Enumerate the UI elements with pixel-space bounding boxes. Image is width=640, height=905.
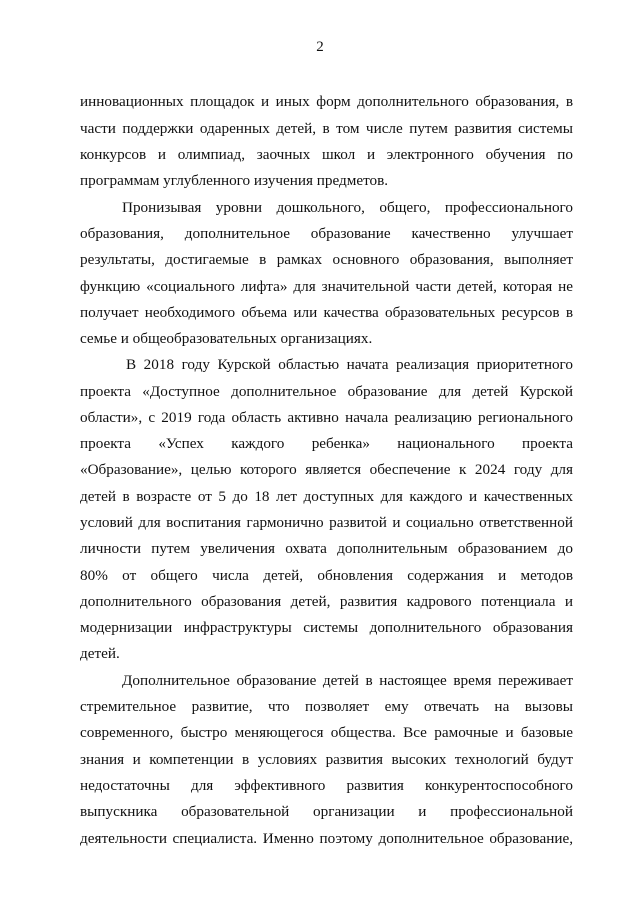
paragraph-1-line-1: инновационных площадок и иных форм дополнительного образования, в	[80, 93, 573, 110]
paragraph-3-line-1: В 2018 году Курской областью начата реализация приоритетного	[126, 356, 573, 373]
paragraph-4-line-4: знания и компетенции в условиях развития высоких технологий будут	[80, 751, 573, 768]
paragraph-4-line-7: деятельности специалиста. Именно поэтому дополнительное образование,	[80, 830, 573, 847]
paragraph-4-line-5: недостаточны для эффективного развития конкурентоспособного	[80, 777, 573, 794]
paragraph-3-line-3: области», с 2019 года область активно начала реализацию регионального	[80, 409, 573, 426]
paragraph-4-line-2: стремительное развитие, что позволяет ему отвечать на вызовы	[80, 698, 573, 715]
paragraph-3-line-10: дополнительного образования детей, развития кадрового потенциала и	[80, 593, 573, 610]
paragraph-2-line-4: функцию «социального лифта» для значительной части детей, которая не	[80, 278, 573, 295]
paragraph-3-line-7: условий для воспитания гармонично развитой и социально ответственной	[80, 514, 573, 531]
paragraph-2-line-2: образования, дополнительное образование качественно улучшает	[80, 225, 573, 242]
paragraph-4-line-3: современного, быстро меняющегося общества. Все рамочные и базовые	[80, 724, 573, 741]
paragraph-2-line-1: Пронизывая уровни дошкольного, общего, профессионального	[122, 199, 573, 216]
paragraph-1-line-2: части поддержки одаренных детей, в том числе путем развития системы	[80, 120, 573, 137]
paragraph-3-line-5: «Образование», целью которого является обеспечение к 2024 году для	[80, 461, 573, 478]
page-number: 2	[316, 39, 324, 55]
paragraph-3-line-4: проекта «Успех каждого ребенка» национального проекта	[80, 435, 573, 452]
paragraph-3-line-8: личности путем увеличения охвата дополнительным образованием до	[80, 540, 573, 557]
paragraph-3-line-12: детей.	[80, 645, 120, 662]
paragraph-3-line-11: модернизации инфраструктуры системы дополнительного образования	[80, 619, 573, 636]
paragraph-2-line-5: получает необходимого объема или качества образовательных ресурсов в	[80, 304, 573, 321]
paragraph-3-line-6: детей в возрасте от 5 до 18 лет доступных для каждого и качественных	[80, 488, 573, 505]
paragraph-1-line-3: конкурсов и олимпиад, заочных школ и электронного обучения по	[80, 146, 573, 163]
paragraph-2-line-6: семье и общеобразовательных организациях.	[80, 330, 373, 347]
paragraph-3-line-2: проекта «Доступное дополнительное образование для детей Курской	[80, 383, 573, 400]
paragraph-3-line-9: 80% от общего числа детей, обновления содержания и методов	[80, 567, 573, 584]
paragraph-4-line-1: Дополнительное образование детей в настоящее время переживает	[122, 672, 573, 689]
paragraph-4-line-6: выпускника образовательной организации и профессиональной	[80, 803, 573, 820]
paragraph-1-line-4: программам углубленного изучения предметов.	[80, 172, 389, 189]
paragraph-2-line-3: результаты, достигаемые в рамках основного образования, выполняет	[80, 251, 573, 268]
